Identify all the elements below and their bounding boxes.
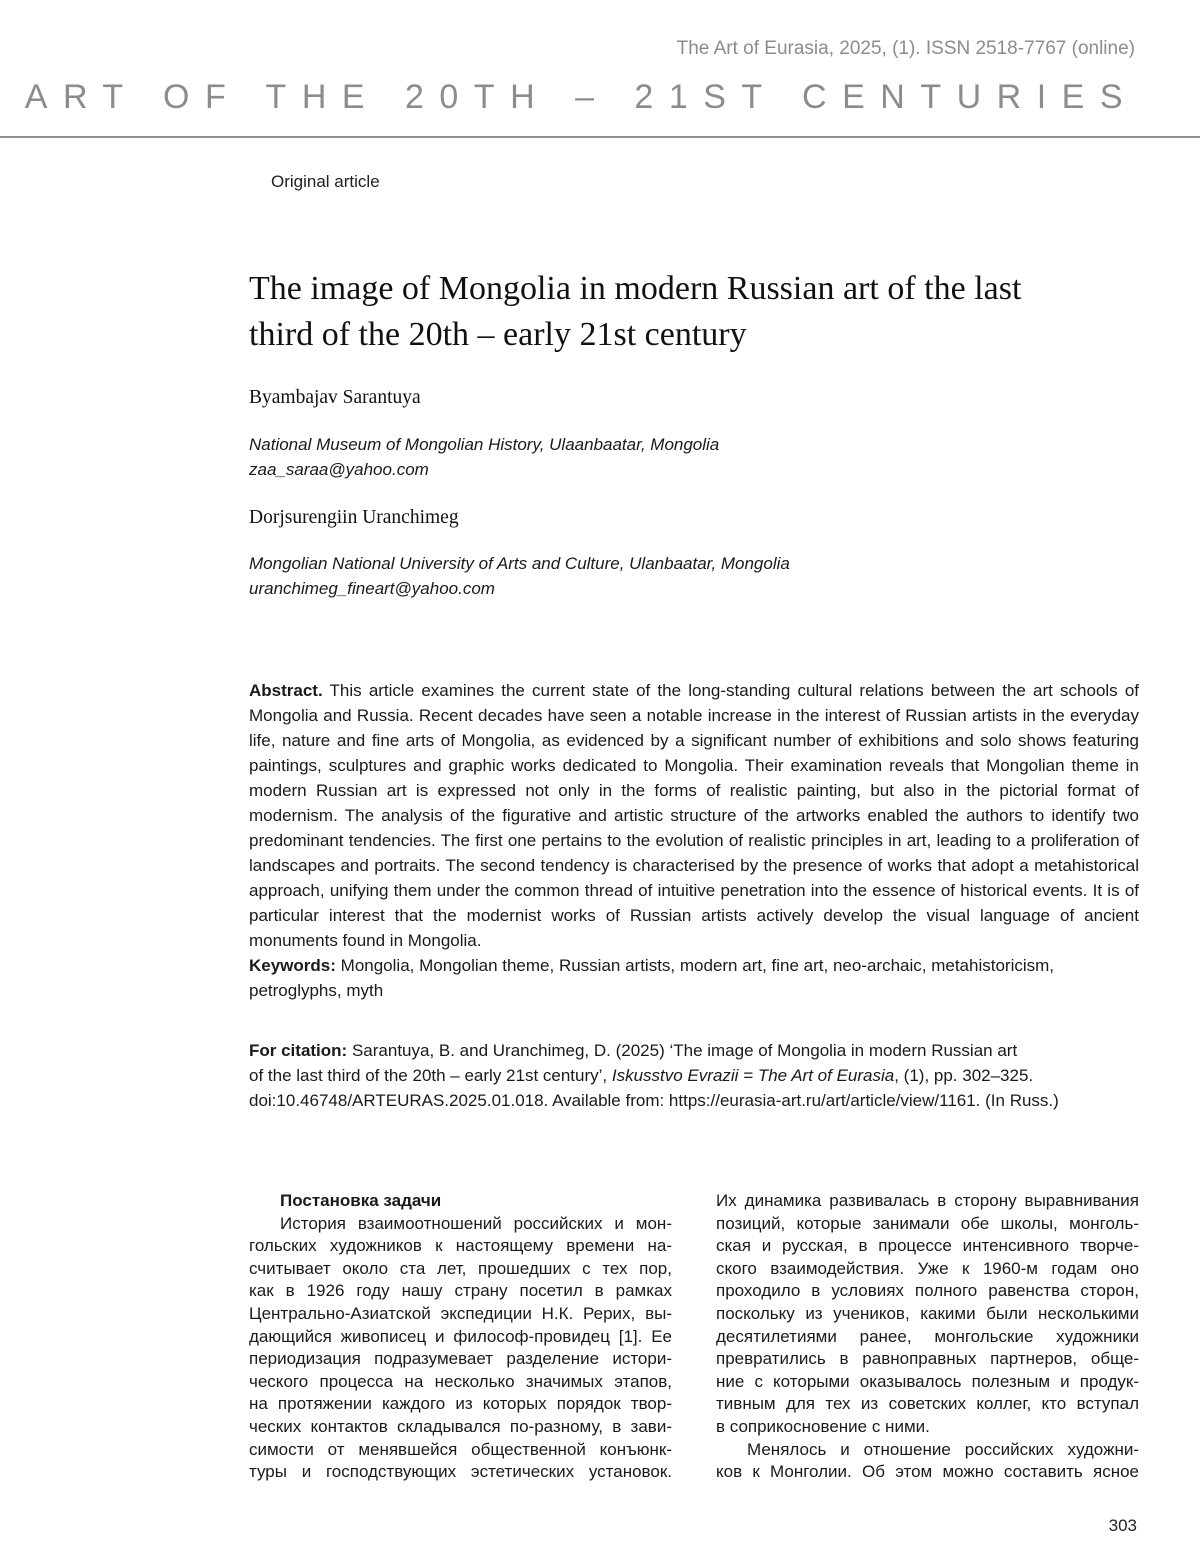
author-affiliation-block	[249, 432, 719, 482]
body-line: симости от менявшейся общественной конъюнк-	[249, 1439, 672, 1459]
keywords-label: Keywords:	[249, 956, 336, 975]
section-heading: Постановка задачи	[280, 1191, 442, 1210]
article-type-label: Original article	[271, 172, 380, 191]
title-line-2: third of the 20th – early 21st century	[249, 316, 747, 353]
title-line-1: The image of Mongolia in modern Russian art of the last	[249, 270, 1022, 307]
citation-line	[249, 1038, 1139, 1063]
body-line: гольских художников к настоящему времени на-	[249, 1236, 672, 1256]
author-email[interactable]: uranchimeg_fineart@yahoo.com	[249, 579, 495, 598]
journal-reference: The Art of Eurasia, 2025, (1). ISSN 2518-7767 (online)	[676, 38, 1135, 59]
body-line: поскольку из учеников, какими были несколькими	[716, 1303, 1139, 1323]
body-line: Центрально-Азиатской экспедиции Н.К. Рерих, вы-	[249, 1303, 672, 1323]
body-line: как в 1926 году нашу страну посетил в рамках	[249, 1281, 672, 1301]
body-line: Их динамика развивалась в сторону выравнивания	[716, 1191, 1139, 1210]
body-line: туры и господствующих эстетических установок.	[249, 1462, 672, 1482]
body-line: тивным для тех из советских коллег, кто вступал	[716, 1394, 1139, 1414]
body-line: считывает около ста лет, прошедших с тех пор,	[249, 1258, 672, 1278]
body-line: ского взаимодействия. Уже к 1960-м годам оно	[716, 1258, 1139, 1278]
body-column-left	[249, 1190, 672, 1484]
author-affiliation: Mongolian National University of Arts and Culture, Ulanbaatar, Mongolia	[249, 554, 790, 573]
abstract-block	[249, 678, 1139, 1003]
abstract-paragraph	[249, 678, 1139, 953]
author-affiliation: National Museum of Mongolian History, Ulaanbaatar, Mongolia	[249, 435, 720, 454]
author-name: Dorjsurengiin Uranchimeg	[249, 507, 459, 528]
citation-line	[249, 1063, 1139, 1088]
header-divider	[0, 136, 1200, 138]
body-line: ние с которыми оказывалось полезным и продук-	[716, 1371, 1139, 1391]
body-line: ков к Монголии. Об этом можно составить ясное	[716, 1462, 1139, 1482]
body-line: ская и русская, в процессе интенсивного творче-	[716, 1236, 1139, 1256]
body-line: ческих контактов складывался по-разному, в зави-	[249, 1416, 672, 1436]
body-column-right	[716, 1190, 1139, 1484]
body-line: десятилетиями ранее, монгольские художники	[716, 1326, 1139, 1346]
citation-block	[249, 1038, 1139, 1113]
citation-text-1: Sarantuya, B. and Uranchimeg, D. (2025) ‘The image of Mongolia in modern Russian art	[351, 1041, 1018, 1060]
page-number: 303	[1108, 1516, 1137, 1535]
body-line: Менялось и отношение российских художни-	[747, 1439, 1139, 1459]
article-title	[249, 266, 1149, 358]
citation-label: For citation:	[249, 1041, 348, 1060]
author-email[interactable]: zaa_saraa@yahoo.com	[249, 460, 429, 479]
citation-text-2: of the last third of the 20th – early 21st century’,	[249, 1066, 612, 1085]
author-name: Byambajav Sarantuya	[249, 387, 421, 408]
abstract-text: This article examines the current state of the long-standing cultural relations between the art schools of Mongolia and Russia. Recent decades have seen a notable increase in the interest of Russian artists in the everyday life, nature and fine arts of Mongolia, as evidenced by a significant number of exhibitions and solo shows featuring paintings, sculptures and graphic works dedicated to Mongolia. Their examination reveals that Mongolian theme in modern Russian art is expressed not only in the forms of realistic painting, but also in the pictorial format of modernism. The analysis of the figurative and artistic structure of the artworks enabled the authors to identify two predominant tendencies. The first one pertains to the evolution of realistic principles in art, leading to a proliferation of landscapes and portraits. The second tendency is characterised by the presence of works that adopt a metahistorical approach, unifying them under the common thread of intuitive penetration into the essence of historical events. It is of particular interest that the modernist works of Russian artists actively develop the visual language of ancient monuments found in Mongolia.	[249, 681, 1140, 950]
body-line: периодизация подразумевает разделение истори-	[249, 1349, 672, 1369]
section-heading-banner: ART OF THE 20TH – 21ST CENTURIES	[24, 78, 1138, 116]
citation-text-3: , (1), pp. 302–325.	[894, 1066, 1034, 1085]
body-line: позиций, которые занимали обе школы, монголь-	[716, 1213, 1139, 1233]
abstract-label: Abstract.	[249, 681, 323, 700]
author-affiliation-block	[249, 551, 790, 601]
keywords-paragraph	[249, 953, 1139, 1003]
keywords-text: Mongolia, Mongolian theme, Russian artists, modern art, fine art, neo-archaic, metahistoricism, petroglyphs, myth	[249, 956, 1055, 1000]
body-line: История взаимоотношений российских и мон-	[280, 1213, 672, 1233]
body-line: проходило в условиях полного равенства сторон,	[716, 1281, 1139, 1301]
body-line: на протяжении каждого из которых порядок твор-	[249, 1394, 672, 1414]
citation-journal: Iskusstvo Evrazii = The Art of Eurasia	[611, 1066, 895, 1085]
body-line: дающийся живописец и философ-провидец [1]. Ее	[249, 1326, 672, 1346]
citation-line[interactable]: doi:10.46748/ARTEURAS.2025.01.018. Available from: https://eurasia-art.ru/art/article/view/1161. (In Russ.)	[249, 1091, 1059, 1110]
body-line: ческого процесса на несколько значимых этапов,	[249, 1371, 672, 1391]
body-line: превратились в равноправных партнеров, обще-	[716, 1349, 1139, 1369]
body-line: в соприкосновение с ними.	[716, 1416, 930, 1436]
